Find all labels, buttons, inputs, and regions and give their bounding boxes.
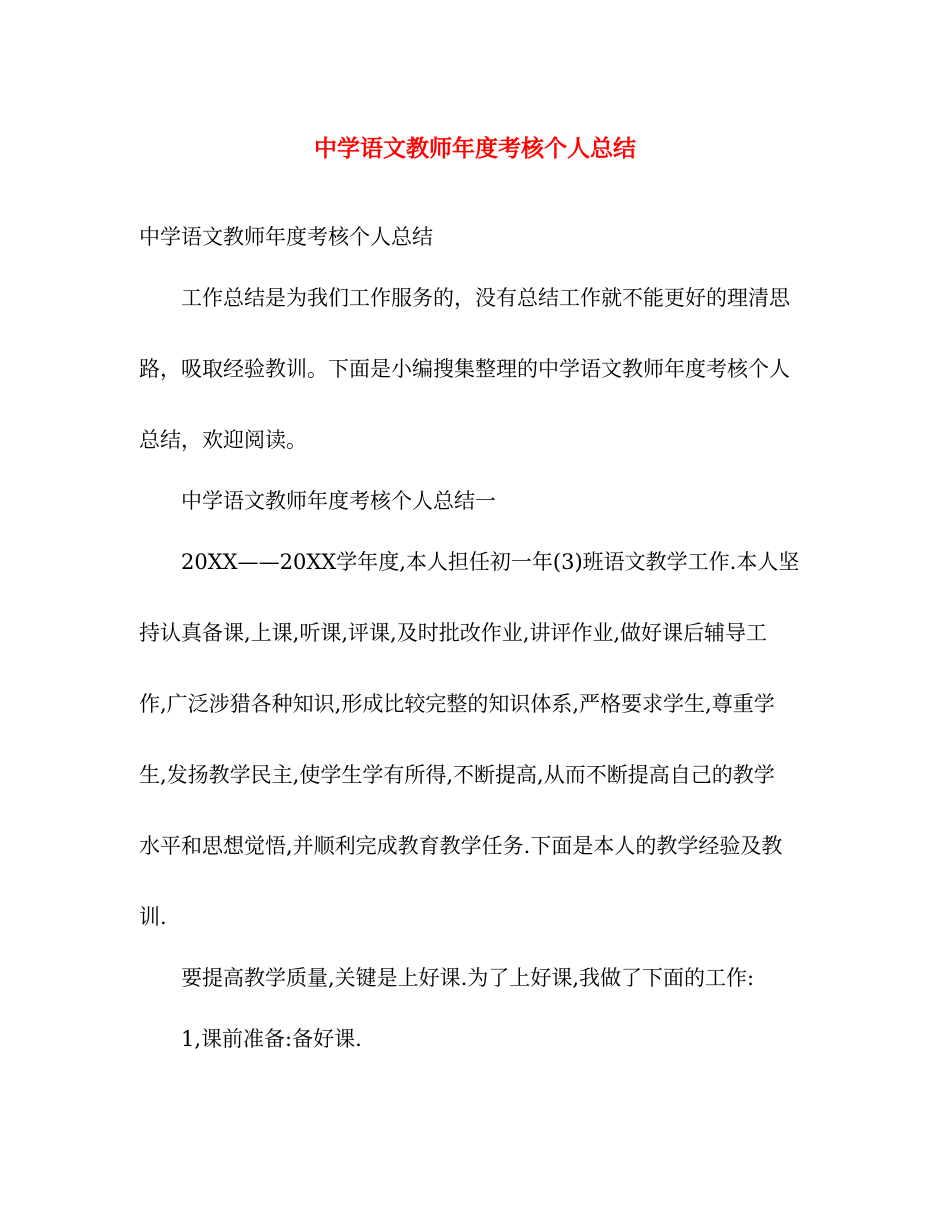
intro-line: 路，吸取经验教训。下面是小编搜集整理的中学语文教师年度考核个人	[139, 357, 790, 381]
body-line: 作,广泛涉猎各种知识,形成比较完整的知识体系,严格要求学生,尊重学	[139, 692, 775, 716]
body-line: 训.	[139, 905, 167, 929]
intro-line: 工作总结是为我们工作服务的，没有总结工作就不能更好的理清思	[181, 286, 790, 310]
body-line: 持认真备课,上课,听课,评课,及时批改作业,讲评作业,做好课后辅导工	[139, 621, 768, 645]
intro-line: 总结，欢迎阅读。	[139, 428, 307, 452]
section-heading: 中学语文教师年度考核个人总结一	[181, 489, 496, 513]
paragraph: 要提高教学质量,关键是上好课.为了上好课,我做了下面的工作:	[181, 966, 755, 990]
document-subtitle: 中学语文教师年度考核个人总结	[139, 225, 433, 249]
body-line: 20XX——20XX学年度,本人担任初一年(3)班语文教学工作.本人坚	[181, 550, 800, 574]
body-line: 水平和思想觉悟,并顺利完成教育教学任务.下面是本人的教学经验及教	[139, 834, 783, 858]
body-line: 生,发扬教学民主,使学生学有所得,不断提高,从而不断提高自己的教学	[139, 763, 775, 787]
document-title: 中学语文教师年度考核个人总结	[314, 135, 636, 162]
list-item: 1,课前准备:备好课.	[181, 1027, 362, 1051]
